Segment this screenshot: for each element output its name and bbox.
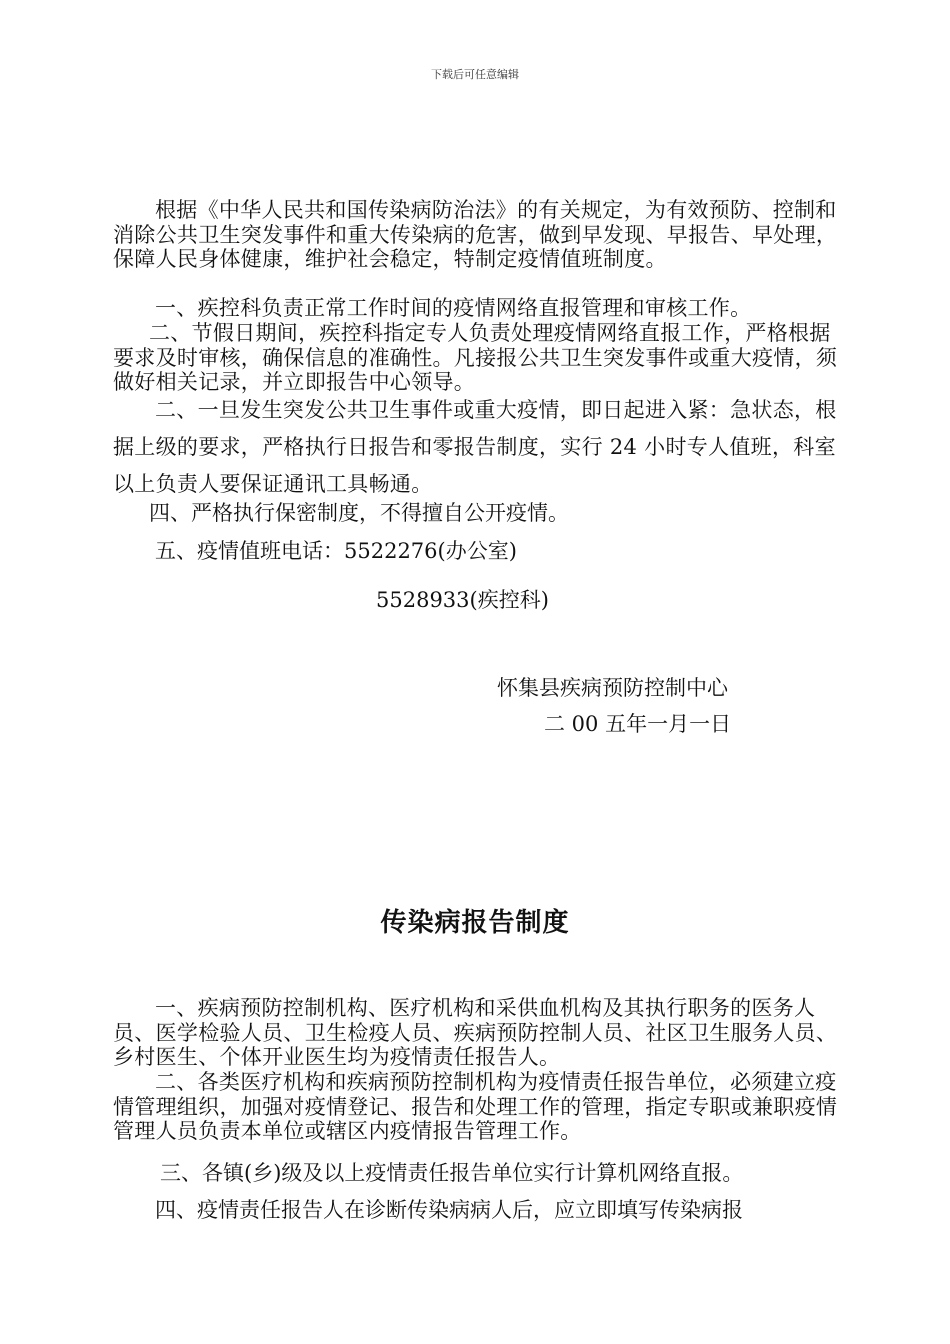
- report-item-4: 四、疫情责任报告人在诊断传染病病人后，应立即填写传染病报: [155, 1198, 743, 1222]
- duty-item-1: 一、疾控科负责正常工作时间的疫情网络直报管理和审核工作。: [155, 296, 752, 320]
- report-item-3: 三、各镇(乡)级及以上疫情责任报告单位实行计算机网络直报。: [160, 1161, 744, 1185]
- report-item-1: 一、疾病预防控制机构、医疗机构和采供血机构及其执行职务的医务人员、医学检验人员、卫生检疫人员、疾病预防控制人员、社区卫生服务人员、乡村医生、个体开业医生均为疫情责任报告人。: [113, 996, 838, 1069]
- duty-item-5-phone: 五、疫情值班电话：5522276(办公室): [155, 539, 517, 563]
- duty-item-2: 二、节假日期间，疾控科指定专人负责处理疫情网络直报工作，严格根据要求及时审核，确保信息的准确性。凡接报公共卫生突发事件或重大疫情，须做好相关记录，并立即报告中心领导。: [113, 321, 838, 394]
- duty-phone-2: 5528933(疾控科): [376, 588, 549, 612]
- duty-item-3: 二、一旦发生突发公共卫生事件或重大疫情，即日起进入紧：急状态，根据上级的要求，严格执行日报告和零报告制度，实行 24 小时专人值班，科室以上负责人要保证通讯工具畅通。: [113, 398, 837, 496]
- report-title: 传染病报告制度: [380, 908, 570, 938]
- signature-organization: 怀集县疾病预防控制中心: [497, 676, 728, 700]
- header-note: 下载后可任意编辑: [431, 68, 519, 81]
- report-item-2: 二、各类医疗机构和疾病预防控制机构为疫情责任报告单位，必须建立疫情管理组织，加强对疫情登记、报告和处理工作的管理，指定专职或兼职疫情管理人员负责本单位或辖区内疫情报告管理工作。: [113, 1070, 838, 1143]
- signature-date: 二 00 五年一月一日: [544, 712, 732, 736]
- duty-intro-paragraph: 根据《中华人民共和国传染病防治法》的有关规定，为有效预防、控制和消除公共卫生突发事件和重大传染病的危害，做到早发现、早报告、早处理，保障人民身体健康，维护社会稳定，特制定疫情值班制度。: [113, 198, 838, 271]
- duty-item-4: 四、严格执行保密制度，不得擅自公开疫情。: [149, 501, 569, 525]
